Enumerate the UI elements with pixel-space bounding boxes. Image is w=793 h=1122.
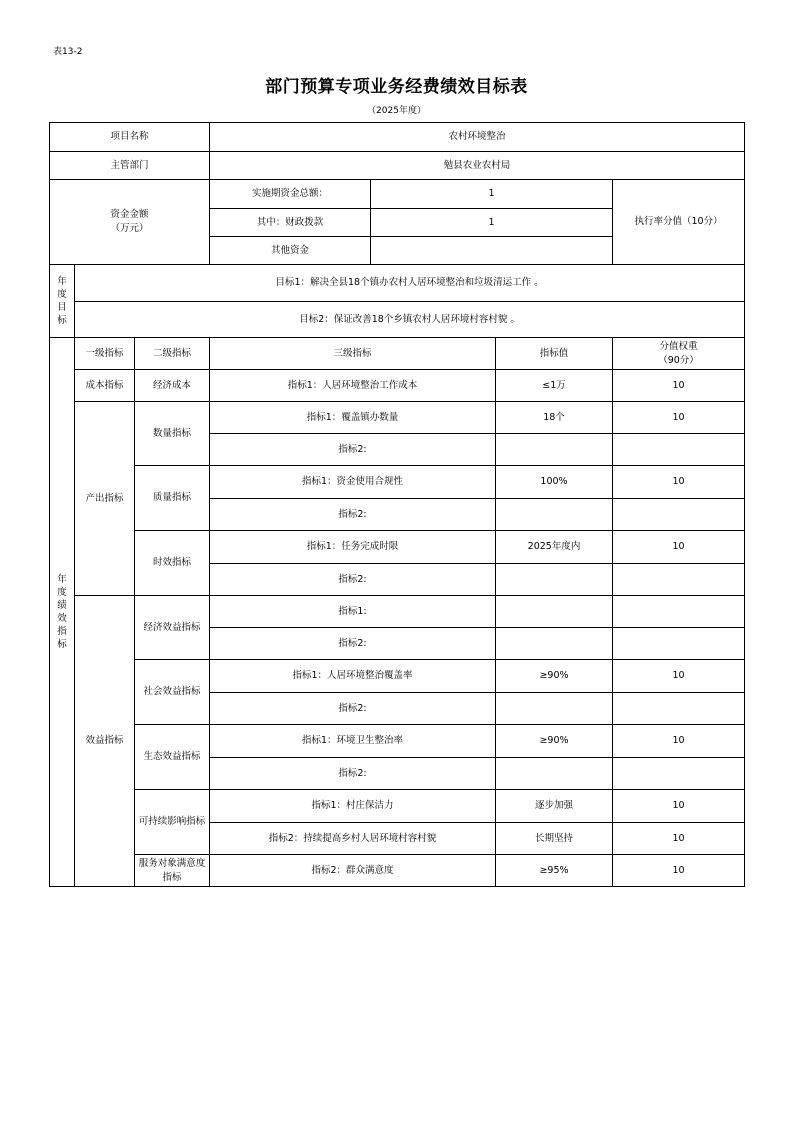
funds-other-value — [371, 237, 613, 265]
level3-cell: 指标1：村庄保洁力 — [210, 790, 496, 823]
col-header-level3: 三级指标 — [210, 338, 496, 370]
value-cell — [496, 499, 613, 531]
weight-cell — [613, 693, 745, 725]
level3-cell: 指标2: — [210, 564, 496, 596]
level2-quantity: 数量指标 — [135, 402, 210, 466]
value-cell — [496, 596, 613, 628]
weight-cell — [613, 564, 745, 596]
level3-cell: 指标1：资金使用合规性 — [210, 466, 496, 499]
weight-cell — [613, 628, 745, 660]
weight-cell: 10 — [613, 855, 745, 887]
col-header-weight — [613, 338, 745, 370]
value-cell: 100% — [496, 466, 613, 499]
funds-total-label: 实施期资金总额： — [210, 180, 371, 209]
level2-quality: 质量指标 — [135, 466, 210, 531]
weight-cell: 10 — [613, 370, 745, 402]
performance-indicators-label — [50, 338, 75, 887]
level3-cell: 指标2: — [210, 499, 496, 531]
table-row — [50, 725, 745, 758]
level2-satisfaction — [135, 855, 210, 887]
table-row — [50, 855, 745, 887]
annual-goal-2: 目标2：保证改善18个乡镇农村人居环境村容村貌 。 — [75, 302, 745, 338]
table-row — [50, 596, 745, 628]
level1-output: 产出指标 — [75, 402, 135, 596]
funds-label — [50, 180, 210, 265]
level2-economic-cost: 经济成本 — [135, 370, 210, 402]
project-name-value: 农村环境整治 — [210, 123, 745, 152]
level3-cell: 指标1：任务完成时限 — [210, 531, 496, 564]
value-cell: 2025年度内 — [496, 531, 613, 564]
annual-goal-row — [50, 302, 745, 338]
funds-fiscal-value: 1 — [371, 209, 613, 237]
table-code: 表13-2 — [53, 47, 83, 57]
department-row — [50, 152, 745, 180]
execution-rate-label: 执行率分值（10分） — [613, 180, 745, 265]
table-row — [50, 660, 745, 693]
weight-cell: 10 — [613, 823, 745, 855]
weight-cell — [613, 758, 745, 790]
department-value: 勉县农业农村局 — [210, 152, 745, 180]
level2-social-benefit-text: 社会效益指标 — [143, 686, 201, 697]
level2-economic-benefit-text: 经济效益指标 — [143, 621, 201, 633]
performance-indicators-label-text: 年度绩效指标 — [57, 574, 67, 650]
weight-cell — [613, 596, 745, 628]
value-cell: 长期坚持 — [496, 823, 613, 855]
col-header-value: 指标值 — [496, 338, 613, 370]
table-row — [50, 402, 745, 434]
funds-label-text: 资金金额 （万元） — [110, 209, 149, 234]
level3-cell: 指标2: — [210, 758, 496, 790]
weight-cell: 10 — [613, 790, 745, 823]
col-header-weight-text: 分值权重 （90分） — [658, 340, 699, 366]
level2-sustainability-text: 可持续影响指标 — [138, 816, 206, 827]
level3-cell: 指标2: — [210, 434, 496, 466]
department-label: 主管部门 — [50, 152, 210, 180]
value-cell — [496, 693, 613, 725]
indicator-header-row — [50, 338, 745, 370]
weight-cell: 10 — [613, 725, 745, 758]
level3-cell: 指标1：人居环境整治工作成本 — [210, 370, 496, 402]
value-cell — [496, 628, 613, 660]
level2-timeliness: 时效指标 — [135, 531, 210, 596]
project-name-label: 项目名称 — [50, 123, 210, 152]
level2-social-benefit — [135, 660, 210, 725]
level3-cell: 指标1：覆盖镇办数量 — [210, 402, 496, 434]
value-cell: ≤1万 — [496, 370, 613, 402]
page-title: 部门预算专项业务经费绩效目标表 — [265, 77, 528, 97]
table-row — [50, 466, 745, 499]
annual-goal-row — [50, 265, 745, 302]
value-cell: ≥90% — [496, 725, 613, 758]
funds-other-label: 其他资金 — [210, 237, 371, 265]
value-cell — [496, 434, 613, 466]
funds-fiscal-label: 其中：财政拨款 — [210, 209, 371, 237]
table-row — [50, 790, 745, 823]
level3-cell: 指标1：人居环境整治覆盖率 — [210, 660, 496, 693]
level3-cell: 指标1: — [210, 596, 496, 628]
weight-cell — [613, 434, 745, 466]
level2-economic-benefit — [135, 596, 210, 660]
funds-total-value: 1 — [371, 180, 613, 209]
value-cell: ≥95% — [496, 855, 613, 887]
weight-cell: 10 — [613, 531, 745, 564]
funds-total-row — [50, 180, 745, 209]
performance-target-table — [49, 122, 745, 887]
col-header-level2: 二级指标 — [135, 338, 210, 370]
annual-goals-label — [50, 265, 75, 338]
value-cell: ≥90% — [496, 660, 613, 693]
level2-ecological-benefit — [135, 725, 210, 790]
value-cell: 逐步加强 — [496, 790, 613, 823]
level2-satisfaction-text: 服务对象满意度指标 — [138, 857, 206, 883]
level3-cell: 指标2：持续提高乡村人居环境村容村貌 — [210, 823, 496, 855]
level1-cost: 成本指标 — [75, 370, 135, 402]
col-header-level1: 一级指标 — [75, 338, 135, 370]
annual-goal-1: 目标1：解决全县18个镇办农村人居环境整治和垃圾清运工作 。 — [75, 265, 745, 302]
level3-cell: 指标1：环境卫生整治率 — [210, 725, 496, 758]
level2-ecological-benefit-text: 生态效益指标 — [143, 751, 201, 762]
weight-cell: 10 — [613, 402, 745, 434]
weight-cell — [613, 499, 745, 531]
weight-cell: 10 — [613, 660, 745, 693]
level3-cell: 指标2：群众满意度 — [210, 855, 496, 887]
value-cell — [496, 564, 613, 596]
level3-cell: 指标2: — [210, 628, 496, 660]
annual-goals-label-text: 年度目标 — [57, 276, 67, 326]
value-cell: 18个 — [496, 402, 613, 434]
level3-cell: 指标2: — [210, 693, 496, 725]
project-name-row — [50, 123, 745, 152]
level2-sustainability — [135, 790, 210, 855]
budget-year: （2025年度） — [367, 106, 426, 116]
table-row — [50, 370, 745, 402]
weight-cell: 10 — [613, 466, 745, 499]
level1-benefit: 效益指标 — [75, 596, 135, 887]
table-row — [50, 531, 745, 564]
value-cell — [496, 758, 613, 790]
